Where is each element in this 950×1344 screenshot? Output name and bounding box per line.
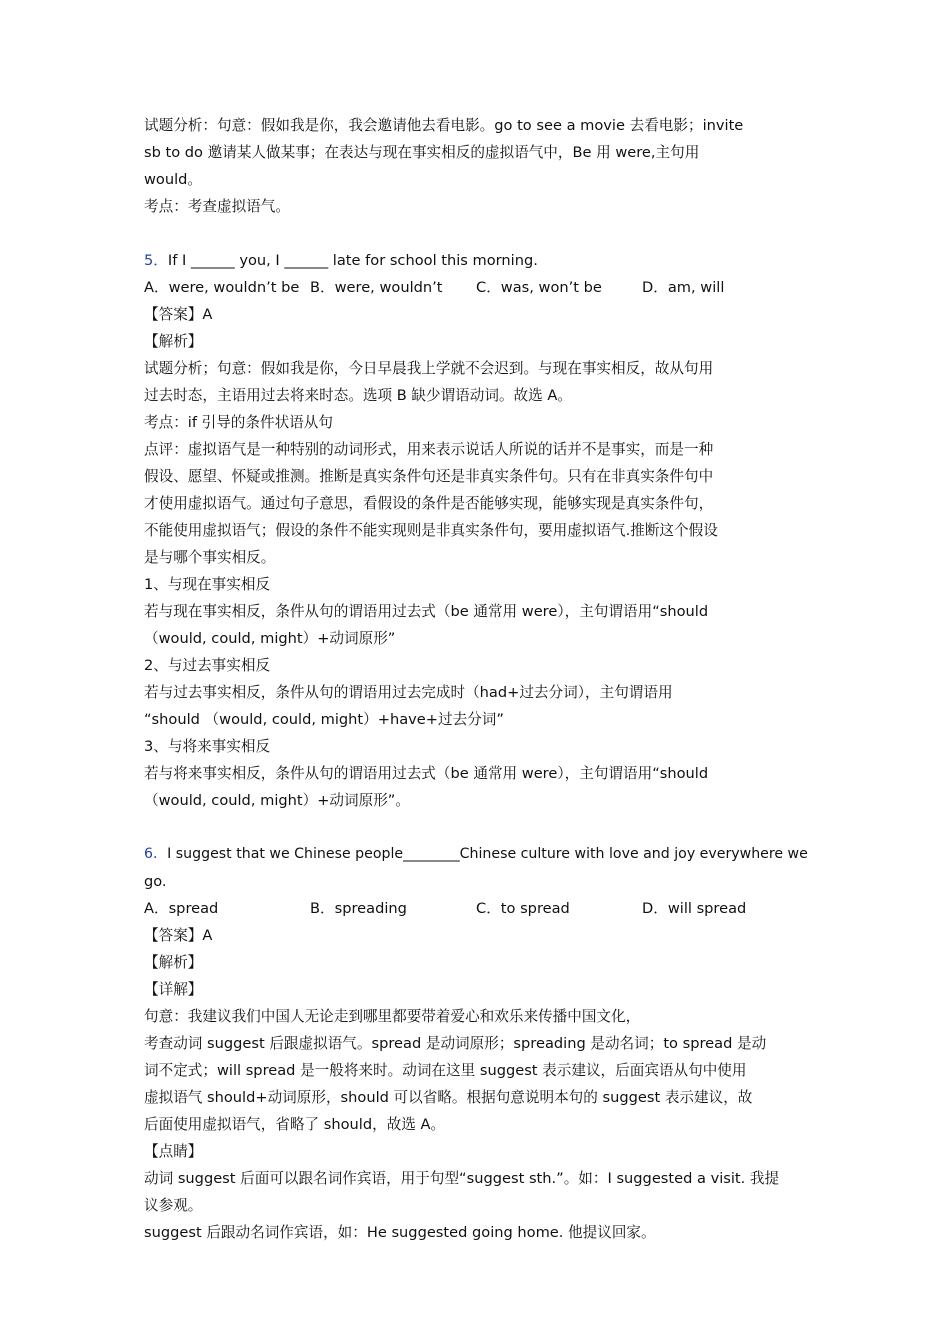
rule-3-text-1: 若与将来事实相反，条件从句的谓语用过去式（be 通常用 were），主句谓语用“should (144, 765, 709, 782)
rule-3-text-2: （would, could, might）+动词原形”。 (144, 792, 410, 809)
detail-text-2: 考查动词 suggest 后跟虚拟语气。spread 是动词原形；spreading 是动名词；to spread 是动 (144, 1035, 767, 1052)
detail-text-3: 词不定式；will spread 是一般将来时。动词在这里 suggest 表示建议，后面宾语从句中使用 (144, 1062, 747, 1079)
comment-text-2: 假设、愿望、怀疑或推测。推断是真实条件句还是非真实条件句。只有在非真实条件句中 (144, 468, 714, 485)
document-page (144, 112, 808, 1246)
analysis-line-2: sb to do 邀请某人做某事；在表达与现在事实相反的虚拟语气中，Be 用 were,主句用 (144, 144, 700, 161)
answer-label: 【答案】A (144, 927, 213, 944)
tip-text-2: 议参观。 (144, 1197, 203, 1214)
analysis-label: 【解析】 (144, 333, 203, 350)
detail-text-1: 句意：我建议我们中国人无论走到哪里都要带着爱心和欢乐来传播中国文化， (144, 1008, 641, 1025)
question-text: I suggest that we Chinese people________Chinese culture with love and joy everywhere we (167, 846, 808, 862)
rule-1-title: 1、与现在事实相反 (144, 576, 271, 593)
analysis-text-1: 试题分析；句意：假如我是你，今日早晨我上学就不会迟到。与现在事实相反，故从句用 (144, 360, 714, 377)
question-number: 6． (144, 846, 168, 862)
question-6-stem-cont: go. (144, 873, 167, 890)
question-text: If I ______ you, I ______ late for school this morning. (167, 252, 538, 269)
option-c: C．was, won’t be (476, 279, 602, 296)
tip-text-3: suggest 后跟动名词作宾语，如：He suggested going home. 他提议回家。 (144, 1224, 656, 1241)
comment-text-3: 才使用虚拟语气。通过句子意思，看假设的条件是否能够实现，能够实现是真实条件句， (144, 495, 714, 512)
rule-2-text-2: “should （would, could, might）+have+过去分词” (144, 711, 504, 728)
question-number: 5． (144, 252, 168, 269)
spacer (144, 220, 808, 247)
option-a: A．were, wouldn’t be (144, 279, 300, 296)
option-d: D．will spread (642, 900, 747, 917)
option-b: B．spreading (310, 900, 407, 917)
comment-text-1: 点评：虚拟语气是一种特别的动词形式，用来表示说话人所说的话并不是事实，而是一种 (144, 441, 714, 458)
question-5-stem (144, 247, 808, 274)
analysis-line-1: 试题分析：句意：假如我是你，我会邀请他去看电影。go to see a movie 去看电影；invite (144, 117, 744, 134)
spacer (144, 814, 808, 841)
analysis-text-2: 过去时态，主语用过去将来时态。选项 B 缺少谓语动词。故选 A。 (144, 387, 572, 404)
analysis-label: 【解析】 (144, 954, 203, 971)
question-5-options (144, 274, 808, 301)
tip-text-1: 动词 suggest 后面可以跟名词作宾语，用于句型“suggest sth.”。如：I suggested a visit. 我提 (144, 1170, 780, 1187)
option-b: B．were, wouldn’t (310, 279, 443, 296)
rule-1-text-1: 若与现在事实相反，条件从句的谓语用过去式（be 通常用 were），主句谓语用“should (144, 603, 709, 620)
option-d: D．am, will (642, 279, 725, 296)
detail-text-5: 后面使用虚拟语气，省略了 should，故选 A。 (144, 1116, 446, 1133)
rule-3-title: 3、与将来事实相反 (144, 738, 271, 755)
rule-2-text-1: 若与过去事实相反，条件从句的谓语用过去完成时（had+过去分词），主句谓语用 (144, 684, 673, 701)
question-6-stem (144, 841, 808, 868)
detail-label: 【详解】 (144, 981, 203, 998)
exam-point: 考点：考查虚拟语气。 (144, 198, 290, 215)
option-c: C．to spread (476, 900, 570, 917)
comment-text-5: 是与哪个事实相反。 (144, 549, 276, 566)
analysis-line-3: would。 (144, 171, 203, 188)
option-a: A．spread (144, 900, 219, 917)
detail-text-4: 虚拟语气 should+动词原形，should 可以省略。根据句意说明本句的 suggest 表示建议，故 (144, 1089, 753, 1106)
rule-2-title: 2、与过去事实相反 (144, 657, 271, 674)
answer-label: 【答案】A (144, 306, 213, 323)
comment-text-4: 不能使用虚拟语气；假设的条件不能实现则是非真实条件句，要用虚拟语气.推断这个假设 (144, 522, 718, 539)
tip-label: 【点睛】 (144, 1143, 203, 1160)
exam-point: 考点：if 引导的条件状语从句 (144, 414, 333, 431)
question-6-options (144, 895, 808, 922)
rule-1-text-2: （would, could, might）+动词原形” (144, 630, 396, 647)
